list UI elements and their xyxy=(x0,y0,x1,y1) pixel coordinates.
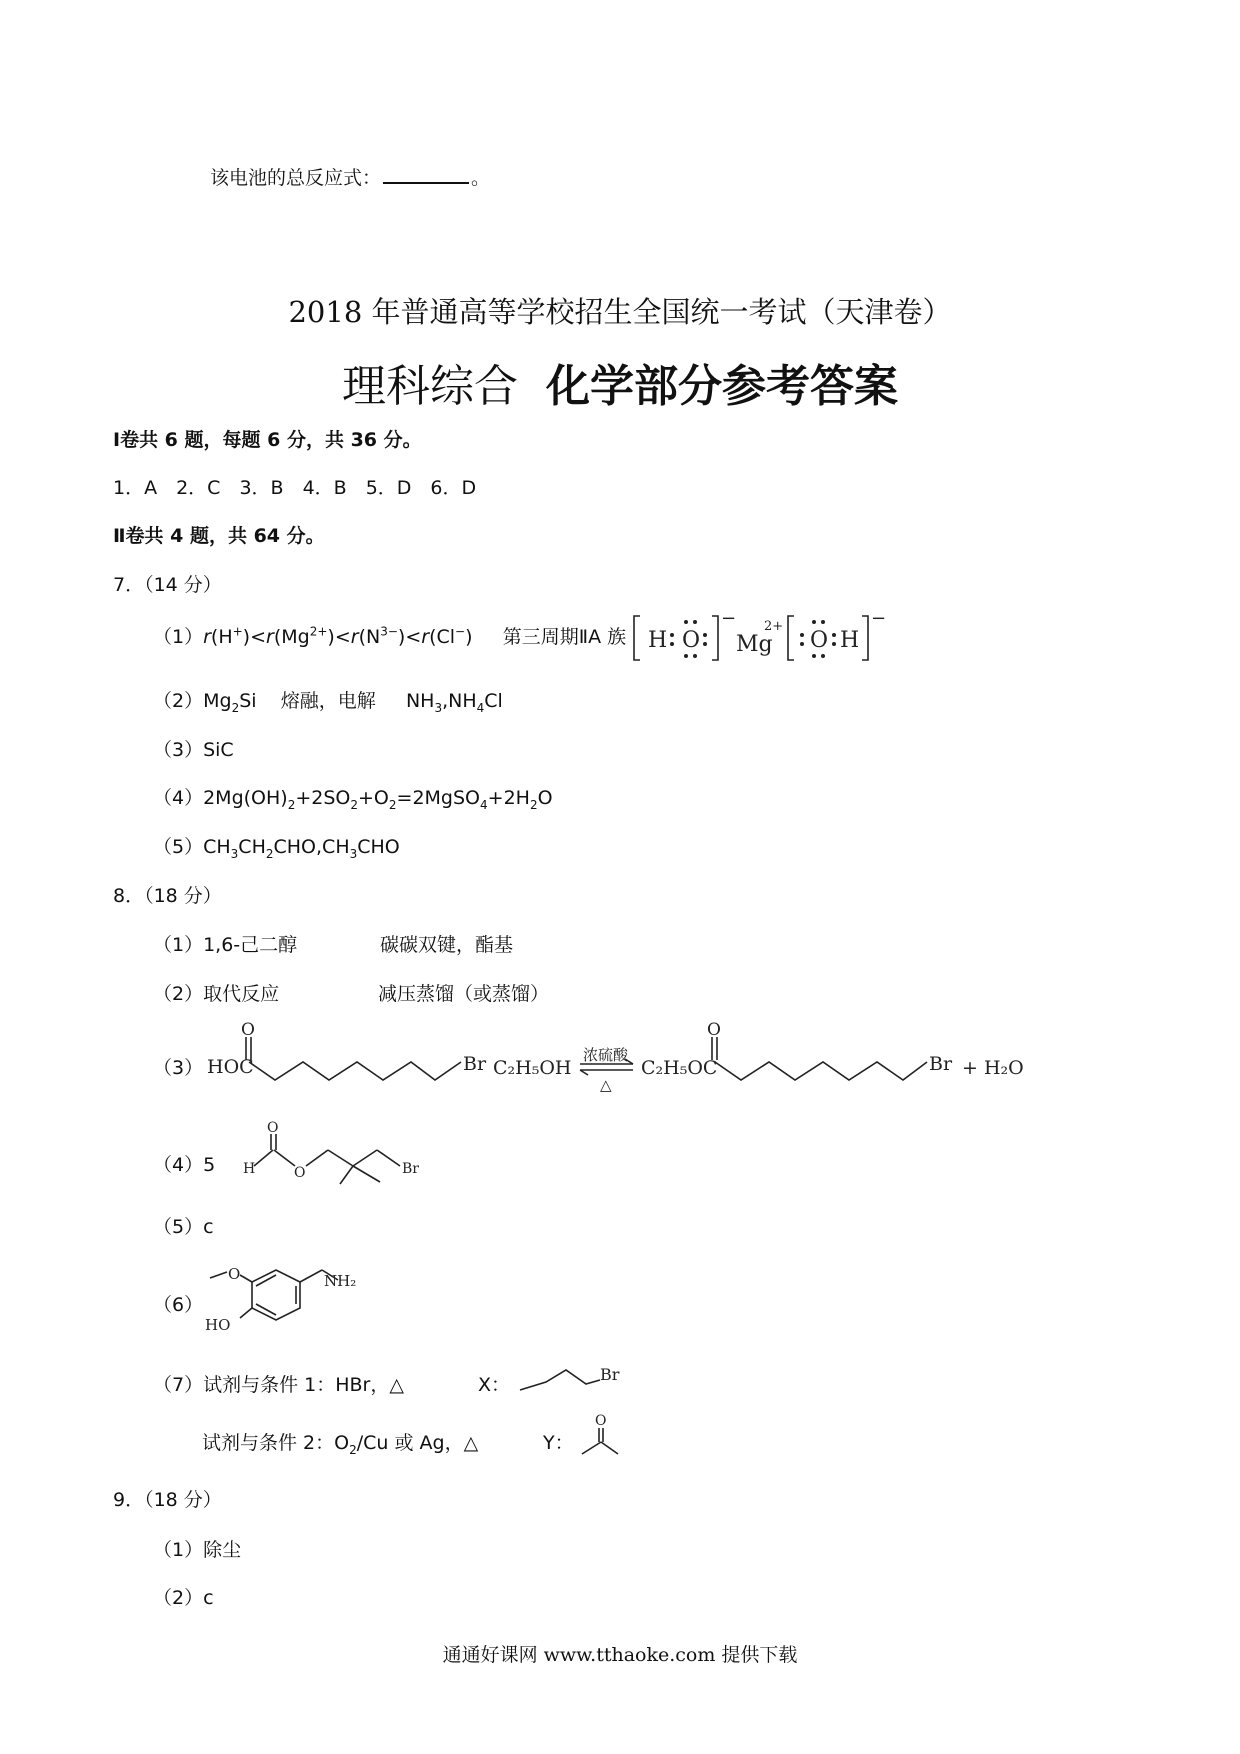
sub: 4 xyxy=(476,700,485,715)
lt-2: )< xyxy=(327,626,351,648)
q8-a6-num: （6） xyxy=(153,1294,204,1316)
q7-a1-period: 第三周期ⅡA 族 xyxy=(502,626,627,648)
dot-minus-2: − xyxy=(871,608,887,629)
q9-a1-value: 除尘 xyxy=(203,1539,242,1561)
dot-minus-1: − xyxy=(721,608,737,629)
answer-title-bold: 化学部分参考答案 xyxy=(545,361,898,412)
m4-br: Br xyxy=(402,1161,419,1177)
q7-answer-3 xyxy=(153,735,234,762)
eq-part: +2H xyxy=(487,787,530,809)
footer-watermark: 通通好课网 www.tthaoke.com 提供下载 xyxy=(442,1644,798,1666)
eq-o2: O xyxy=(707,1022,721,1040)
dot-mg-charge: 2+ xyxy=(764,619,784,634)
q7-a1-num: （1） xyxy=(153,626,204,648)
sub: 2 xyxy=(529,797,538,812)
esterification-equation xyxy=(205,1022,1035,1092)
sub: 2 xyxy=(349,1442,357,1457)
q7-header: 7．（14 分） xyxy=(113,574,222,596)
q9-answer-1 xyxy=(153,1535,241,1562)
intro-suffix: 。 xyxy=(471,167,491,189)
q8-header: 8．（18 分） xyxy=(113,885,222,907)
q7-answer-2 xyxy=(153,686,503,715)
m6-o: O xyxy=(228,1265,241,1283)
ion-cl: (Cl xyxy=(429,626,456,648)
eq-part: O xyxy=(537,787,553,809)
q8-answer-1 xyxy=(153,930,297,957)
m4-o-ester: O xyxy=(294,1165,306,1181)
eq-c2h5oh: C₂H₅OH xyxy=(493,1057,572,1079)
q7-answer-5 xyxy=(153,832,400,861)
m6-nh2: NH₂ xyxy=(324,1272,357,1290)
x-br: Br xyxy=(600,1365,620,1384)
q8-answer-4 xyxy=(153,1150,215,1177)
q7-a3-value: SiC xyxy=(203,739,234,761)
q8-a2-type: 取代反应 xyxy=(203,983,280,1005)
formula-part: CH xyxy=(203,836,231,858)
q8-a7-condition1: 试剂与条件 1：HBr，△ xyxy=(203,1374,404,1396)
ion-h-charge: + xyxy=(232,624,243,639)
eq-condition-bottom: △ xyxy=(600,1076,612,1092)
q8-a4-num: （4） xyxy=(153,1154,204,1176)
dot-h1: H xyxy=(648,628,668,653)
q9-header: 9．（18 分） xyxy=(113,1489,222,1511)
dot-mg: Mg xyxy=(736,632,773,657)
eq-part: +2SO xyxy=(295,787,351,809)
q7-a2-si: Si xyxy=(239,690,257,712)
ion-h: (H xyxy=(210,626,233,648)
lt-3: )< xyxy=(397,626,422,648)
q7-a2-mg: Mg xyxy=(203,690,232,712)
section2-heading: Ⅱ卷共 4 题，共 64 分。 xyxy=(113,525,325,547)
q7-a3-num: （3） xyxy=(153,739,204,761)
ester-structure xyxy=(240,1120,455,1190)
ion-n-charge: 3− xyxy=(380,624,398,639)
q8-a7-y-label: Y： xyxy=(543,1432,574,1454)
q7-a5-num: （5） xyxy=(153,836,204,858)
answer-title xyxy=(0,350,1240,414)
sub: 2 xyxy=(287,797,296,812)
formula-part: CHO,CH xyxy=(273,836,350,858)
q7-answer-4 xyxy=(153,783,553,812)
q9-a2-num: （2） xyxy=(153,1587,204,1609)
formula-part: CH xyxy=(238,836,266,858)
y-o: O xyxy=(595,1413,607,1429)
dot-o2: O xyxy=(810,628,829,653)
q8-answer-7-line2 xyxy=(202,1428,478,1457)
formula-part: CHO xyxy=(357,836,400,858)
q8-a4-value: 5 xyxy=(203,1154,216,1176)
dot-o1: O xyxy=(682,628,701,653)
ion-mg-charge: 2+ xyxy=(309,624,328,639)
sub: 2 xyxy=(265,846,274,861)
q7-a2-nh: NH xyxy=(405,690,435,712)
ion-mg: (Mg xyxy=(273,626,310,648)
lt-1: )< xyxy=(242,626,267,648)
sub: 3 xyxy=(349,846,358,861)
q8-a1-name: 1,6-己二醇 xyxy=(203,934,298,956)
exam-title: 2018 年普通高等学校招生全国统一考试（天津卷） xyxy=(288,295,952,329)
q7-a2-method: 熔融，电解 xyxy=(280,690,376,712)
bromopropane-structure xyxy=(518,1358,628,1398)
r-symbol: r xyxy=(421,626,430,648)
eq-condition-top: 浓硫酸 xyxy=(583,1046,629,1064)
sub: 2 xyxy=(231,700,240,715)
q8-a5-value: c xyxy=(203,1216,214,1238)
section1-heading: Ⅰ卷共 6 题，每题 6 分，共 36 分。 xyxy=(113,429,422,451)
eq-part: +O xyxy=(358,787,389,809)
dot-h2: H xyxy=(840,628,860,653)
q8-answer-2 xyxy=(153,979,279,1006)
q8-a5-num: （5） xyxy=(153,1216,204,1238)
q8-a7-num: （7） xyxy=(153,1374,204,1396)
sub: 3 xyxy=(230,846,239,861)
section1-answers: 1．A 2．C 3．B 4．B 5．D 6．D xyxy=(113,477,477,499)
eq-h2o: + H₂O xyxy=(962,1057,1024,1079)
r-symbol: r xyxy=(203,626,211,648)
m6-ho: HO xyxy=(205,1316,231,1334)
q8-a7-condition2-pre: 试剂与条件 2：O xyxy=(202,1432,350,1454)
eq-part: 2Mg(OH) xyxy=(203,787,288,809)
q9-answer-2 xyxy=(153,1583,214,1610)
q8-a3-num: （3） xyxy=(153,1057,204,1079)
q8-a7-x-label: X： xyxy=(478,1374,511,1396)
eq-o1: O xyxy=(241,1022,255,1040)
q8-a1-num: （1） xyxy=(153,934,204,956)
q7-a2-nh4: ,NH xyxy=(442,690,477,712)
q7-a2-num: （2） xyxy=(153,690,204,712)
q9-a2-value: c xyxy=(203,1587,214,1609)
answer-blank xyxy=(383,164,469,184)
q8-answer-7-line1 xyxy=(153,1370,404,1397)
r-symbol: r xyxy=(266,626,274,648)
intro-line xyxy=(210,163,490,190)
sub: 4 xyxy=(480,797,488,812)
close-paren: ) xyxy=(465,626,473,648)
acetone-structure xyxy=(578,1412,628,1460)
sub: 2 xyxy=(388,797,397,812)
q8-a2-num: （2） xyxy=(153,983,204,1005)
sub: 2 xyxy=(350,797,359,812)
m4-o-carbonyl: O xyxy=(267,1120,279,1136)
ion-cl-charge: − xyxy=(455,624,466,639)
answer-title-normal: 理科综合 xyxy=(342,361,518,412)
electron-dot-formula xyxy=(630,608,920,668)
eq-c2h5oc: C₂H₅OC xyxy=(641,1057,718,1079)
q8-answer-1b: 碳碳双键，酯基 xyxy=(380,934,514,956)
q7-a2-cl: Cl xyxy=(484,690,503,712)
ion-n: (N xyxy=(358,626,381,648)
intro-prefix: 该电池的总反应式： xyxy=(210,167,382,189)
r-symbol: r xyxy=(350,626,359,648)
eq-part: =2MgSO xyxy=(396,787,481,809)
sub: 3 xyxy=(434,700,443,715)
q9-a1-num: （1） xyxy=(153,1539,204,1561)
m4-h: H xyxy=(243,1161,256,1177)
q8-answer-2b: 减压蒸馏（或蒸馏） xyxy=(378,983,550,1005)
eq-br1: Br xyxy=(463,1053,487,1075)
eq-br2: Br xyxy=(929,1053,953,1075)
eq-hoc: HOC xyxy=(207,1056,254,1078)
amine-structure xyxy=(200,1258,380,1338)
q7-answer-1 xyxy=(153,622,626,649)
q7-a4-num: （4） xyxy=(153,787,204,809)
q8-a7-condition2-post: /Cu 或 Ag，△ xyxy=(356,1432,479,1454)
q8-answer-5 xyxy=(153,1212,214,1239)
